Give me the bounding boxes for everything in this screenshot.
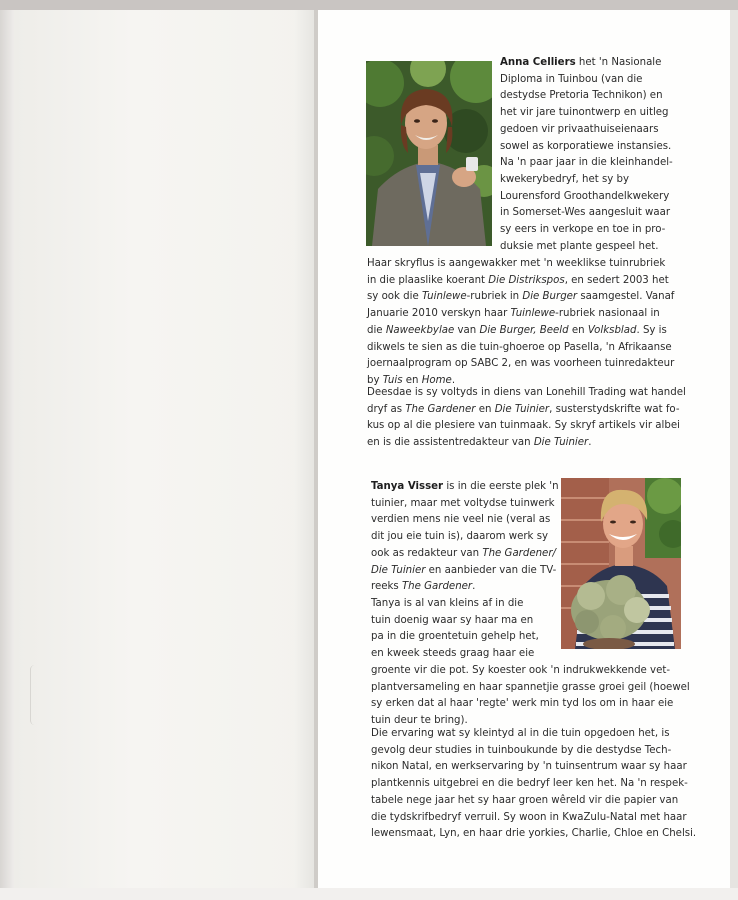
line: Diploma in Tuinbou (van die [500,73,643,85]
line [367,356,674,373]
text-run: -rubriek nasionaal in [555,308,660,320]
line: gedoen vir privaathuiseienaars [500,123,659,135]
text-run: Die Burger [522,291,578,303]
line [371,759,696,776]
text-run: nikon Natal, en werkservaring by 'n tuinsentrum waar sy haar [371,761,687,773]
line [371,563,559,580]
text-run: tuin doenig waar sy haar ma en [371,614,534,626]
line: kwekerybedryf, het sy by [500,173,630,185]
line: in Somerset-Wes aangesluit waar [500,207,671,219]
text-run: by [367,374,383,386]
line [371,579,559,596]
line: sy eers in verkope en toe in pro- [500,224,666,236]
line [367,306,674,323]
line [367,323,674,340]
author-name-anna: Anna Celliers [500,57,576,68]
line [367,273,674,290]
line [371,479,559,496]
page-shadow [294,10,316,888]
line [367,435,686,452]
text-run: gevolg deur studies in tuinboukunde by die destydse Tech- [371,744,672,756]
text-run: en [568,324,588,336]
text-run: sy ook die [367,291,422,303]
text-run: , en sedert 2003 het [564,274,669,286]
text-run: Tuinlewe [421,291,467,303]
line [371,743,696,760]
line [371,596,690,613]
text-run: pa in die groentetuin gehelp het, [371,631,539,643]
text-run: . [451,374,456,386]
book-spine-edge [0,10,14,890]
text-run: plantkennis uitgebrei en die bedryf leer ken het. Na 'n respek- [371,778,688,790]
anna-celliers-photo [366,61,492,246]
text-run: saamgestel. Vanaf [577,291,675,303]
text-run: sy erken dat al haar 'regte' werk min tyd los om in haar eie [371,698,674,710]
tanya-bio-paragraph-3 [371,726,696,843]
line [367,256,674,273]
text-run: Januarie 2010 verskyn haar [367,308,511,320]
line [371,680,690,697]
line: dit jou eie tuin is), daarom werk sy [371,531,549,543]
line [371,546,559,563]
text-run: in die plaaslike koerant [367,274,489,286]
text-run: Home [421,374,452,386]
text-run: dryf as [367,403,406,415]
text-run: en [402,374,422,386]
text-run: . [588,437,592,449]
line [371,646,690,663]
line [371,810,696,827]
text-run: Tanya is al van kleins af in die [371,598,524,609]
text-run: The Gardener [401,581,473,593]
text-run: -rubriek in [466,291,523,303]
author-name-tanya: Tanya Visser [371,481,444,492]
text-run: joernaalprogram op SABC 2, en was voorheen tuinredakteur [367,358,675,370]
text-run: Tuis [382,374,403,386]
text-run: plantversameling en haar spannetjie grasse groei geil (hoewel [371,681,690,693]
left-blank-page [14,10,316,888]
scan-border-bottom [0,888,738,900]
text-run: Naweekbylae [385,324,455,336]
text-run: die [367,324,386,336]
text-run: en is die assistentredakteur van [367,437,534,449]
text-run: . [472,581,476,593]
tanya-bio-paragraph-2 [371,596,690,730]
line [367,402,686,419]
line: destydse Pretoria Technikon) en [500,90,663,102]
line [367,340,674,357]
text-run: The Gardener/ [482,547,556,559]
text-run: kus op al die plesiere van tuinmaak. Sy skryf artikels vir albei [367,420,680,432]
line: Lourensford Groothandelkwekery [500,190,670,202]
text-run: die tydskrifbedryf verruil. Sy woon in KwaZulu-Natal met haar [371,811,687,823]
anna-bio-paragraph-3 [367,385,686,452]
text-run: van [454,324,480,336]
line [367,289,674,306]
text-run: Haar skryflus is aangewakker met 'n weeklikse tuinrubriek [367,258,666,269]
line: Na 'n paar jaar in die kleinhandel- [500,157,673,169]
bio-intro-text: het 'n Nasionale [578,57,662,68]
text-run: en kweek steeds graag haar eie [371,648,535,660]
line: het vir jare tuinontwerp en uitleg [500,107,669,119]
text-run: Volksblad [587,324,637,336]
line: duksie met plante gespeel het. [500,240,659,252]
text-run: , susterstydskrifte wat fo- [549,403,680,415]
text-run: Die Tuinier [494,403,550,415]
text-run: Die Tuinier [371,564,426,576]
text-run: ook as redakteur van [371,547,483,559]
line [371,613,690,630]
text-run: Die ervaring wat sy kleintyd al in die tuin opgedoen het, is [371,728,670,739]
text-run: dikwels te sien as die tuin-ghoeroe op Pasella, 'n Afrikaanse [367,341,672,353]
tanya-bio-paragraph-1 [371,479,559,596]
anna-bio-paragraph-2 [367,256,674,390]
line [371,629,690,646]
anna-bio-paragraph-1 [500,55,673,255]
text-run: tabele nege jaar het sy haar groen wêreld vir die papier van [371,794,679,806]
line [367,385,686,402]
line [371,826,696,843]
line [500,55,673,72]
line [371,776,696,793]
line [371,726,696,743]
text-run: lewensmaat, Lyn, en haar drie yorkies, Charlie, Chloe en Chelsi. [371,828,697,840]
text-run: tuin deur te bring). [371,714,468,726]
line [371,793,696,810]
text-run: groente vir die pot. Sy koester ook 'n indrukwekkende vet- [371,664,671,676]
text-run: en [475,403,495,415]
line [367,418,686,435]
line: verdien mens nie veel nie (veral as [371,514,551,526]
text-run: Die Burger, Beeld [479,324,569,336]
page-right-edge [730,10,738,888]
text-run: Deesdae is sy voltyds in diens van Lonehill Trading wat handel [367,387,686,398]
text-run: The Gardener [405,403,476,415]
text-run: en aanbieder van die TV- [425,564,557,576]
text-run: . Sy is [636,324,667,336]
line: tuinier, maar met voltydse tuinwerk [371,497,555,509]
paper-crease [30,665,39,725]
line [371,696,690,713]
text-run: Die Tuinier [533,437,589,449]
line [371,663,690,680]
text-run: Die Distrikspos [488,274,565,286]
bio-intro-text: is in die eerste plek 'n [446,481,559,492]
line: sowel as korporatiewe instansies. [500,140,672,152]
text-run: reeks [371,581,402,593]
text-run: Tuinlewe [510,308,556,320]
